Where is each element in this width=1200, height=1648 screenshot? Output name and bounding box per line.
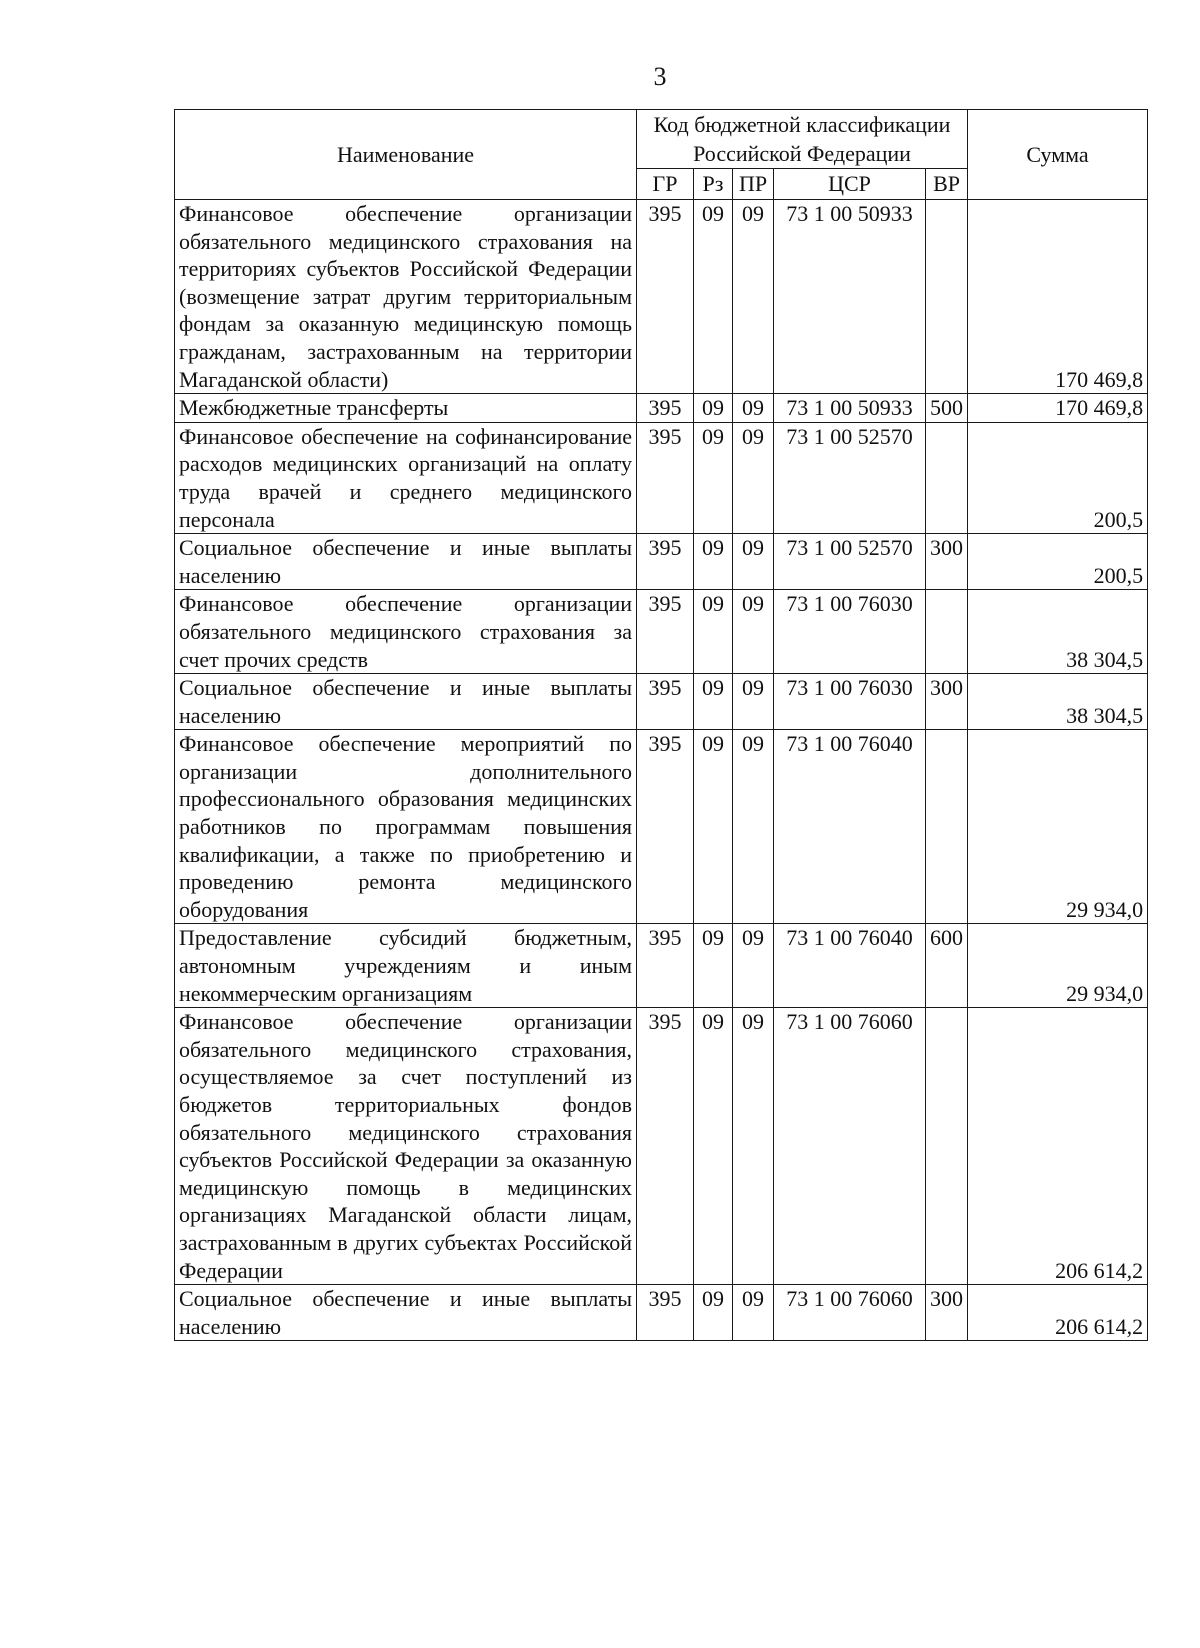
table-row <box>175 730 1148 924</box>
table-row <box>175 534 1148 590</box>
row-pr: 09 <box>733 1285 774 1341</box>
row-vr: 600 <box>926 924 968 1008</box>
row-csr: 73 1 00 76030 <box>774 590 926 674</box>
header-name: Наименование <box>175 110 637 200</box>
header-pr: ПР <box>733 169 774 200</box>
row-rz: 09 <box>694 422 733 533</box>
row-csr: 73 1 00 52570 <box>774 534 926 590</box>
row-gr: 395 <box>637 590 694 674</box>
row-sum: 206 614,2 <box>968 1285 1148 1341</box>
row-csr: 73 1 00 50933 <box>774 200 926 394</box>
table-row <box>175 200 1148 394</box>
row-vr <box>926 590 968 674</box>
row-vr: 500 <box>926 394 968 423</box>
row-pr: 09 <box>733 924 774 1008</box>
row-csr: 73 1 00 52570 <box>774 422 926 533</box>
table-row <box>175 1008 1148 1285</box>
table-row <box>175 1285 1148 1341</box>
row-name: Финансовое обеспечение организации обязательного медицинского страхования, осуществляемое за счет поступлений из бюджетов территориальных фондов обязательного медицинского страхования субъектов Российской Федерации за оказанную медицинскую помощь в медицинских организациях Магаданской области лицам, застрахованным в других субъектах Российской Федерации <box>175 1008 637 1285</box>
row-vr: 300 <box>926 534 968 590</box>
header-row <box>175 110 1148 169</box>
row-gr: 395 <box>637 1285 694 1341</box>
row-sum: 38 304,5 <box>968 590 1148 674</box>
row-name: Предоставление субсидий бюджетным, автономным учреждениям и иным некоммерческим организациям <box>175 924 637 1008</box>
row-gr: 395 <box>637 534 694 590</box>
row-gr: 395 <box>637 924 694 1008</box>
table-row <box>175 394 1148 423</box>
table-row <box>175 422 1148 533</box>
row-pr: 09 <box>733 590 774 674</box>
row-pr: 09 <box>733 730 774 924</box>
row-name: Финансовое обеспечение организации обязательного медицинского страхования за счет прочих средств <box>175 590 637 674</box>
row-csr: 73 1 00 76030 <box>774 674 926 730</box>
row-rz: 09 <box>694 730 733 924</box>
row-name: Социальное обеспечение и иные выплаты населению <box>175 674 637 730</box>
table-row <box>175 674 1148 730</box>
row-pr: 09 <box>733 422 774 533</box>
row-name: Межбюджетные трансферты <box>175 394 637 423</box>
header-csr: ЦСР <box>774 169 926 200</box>
row-vr <box>926 422 968 533</box>
row-rz: 09 <box>694 674 733 730</box>
row-sum: 29 934,0 <box>968 730 1148 924</box>
row-csr: 73 1 00 76060 <box>774 1008 926 1285</box>
row-name: Социальное обеспечение и иные выплаты населению <box>175 534 637 590</box>
row-name: Социальное обеспечение и иные выплаты населению <box>175 1285 637 1341</box>
budget-table <box>174 109 1148 1341</box>
row-name: Финансовое обеспечение на софинансирование расходов медицинских организаций на оплату труда врачей и среднего медицинского персонала <box>175 422 637 533</box>
row-rz: 09 <box>694 394 733 423</box>
row-rz: 09 <box>694 590 733 674</box>
row-gr: 395 <box>637 674 694 730</box>
header-gr: ГР <box>637 169 694 200</box>
table-row <box>175 590 1148 674</box>
header-rz: Рз <box>694 169 733 200</box>
row-pr: 09 <box>733 534 774 590</box>
row-gr: 395 <box>637 1008 694 1285</box>
row-gr: 395 <box>637 730 694 924</box>
row-csr: 73 1 00 50933 <box>774 394 926 423</box>
row-sum: 29 934,0 <box>968 924 1148 1008</box>
row-sum: 200,5 <box>968 534 1148 590</box>
row-csr: 73 1 00 76060 <box>774 1285 926 1341</box>
header-sum: Сумма <box>968 110 1148 200</box>
row-sum: 200,5 <box>968 422 1148 533</box>
row-vr: 300 <box>926 674 968 730</box>
row-sum: 170 469,8 <box>968 394 1148 423</box>
header-vr: ВР <box>926 169 968 200</box>
row-gr: 395 <box>637 200 694 394</box>
page-number: 3 <box>653 62 667 91</box>
row-sum: 170 469,8 <box>968 200 1148 394</box>
row-pr: 09 <box>733 394 774 423</box>
row-vr <box>926 200 968 394</box>
row-vr <box>926 730 968 924</box>
row-rz: 09 <box>694 924 733 1008</box>
row-csr: 73 1 00 76040 <box>774 924 926 1008</box>
row-rz: 09 <box>694 1008 733 1285</box>
row-pr: 09 <box>733 200 774 394</box>
row-name: Финансовое обеспечение организации обязательного медицинского страхования на территориях субъектов Российской Федерации (возмещение затрат другим территориальным фондам за оказанную медицинскую помощь гражданам, застрахованным на территории Магаданской области) <box>175 200 637 394</box>
row-rz: 09 <box>694 534 733 590</box>
row-vr: 300 <box>926 1285 968 1341</box>
row-name: Финансовое обеспечение мероприятий по организации дополнительного профессионального образования медицинских работников по программам повышения квалификации, а также по приобретению и проведению ремонта медицинского оборудования <box>175 730 637 924</box>
row-rz: 09 <box>694 200 733 394</box>
header-kbk: Код бюджетной классификации Российской Федерации <box>637 110 968 169</box>
row-gr: 395 <box>637 422 694 533</box>
table-row <box>175 924 1148 1008</box>
row-rz: 09 <box>694 1285 733 1341</box>
row-csr: 73 1 00 76040 <box>774 730 926 924</box>
row-gr: 395 <box>637 394 694 423</box>
row-vr <box>926 1008 968 1285</box>
row-pr: 09 <box>733 1008 774 1285</box>
row-sum: 38 304,5 <box>968 674 1148 730</box>
row-sum: 206 614,2 <box>968 1008 1148 1285</box>
row-pr: 09 <box>733 674 774 730</box>
